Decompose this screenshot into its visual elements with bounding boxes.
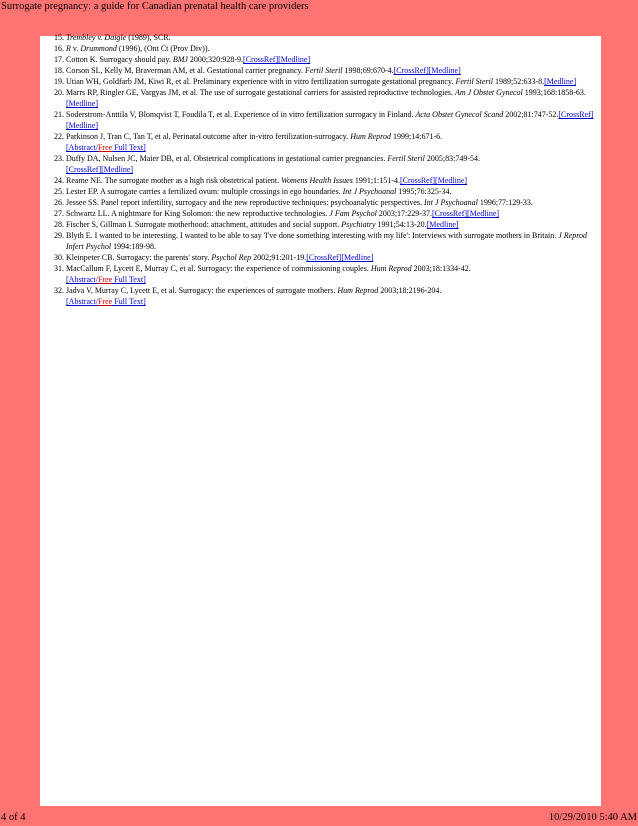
citation-text: Jessee SS. Panel report infertility, surrogacy and the new reproductive techniques: psychoanalytic perspectives.: [66, 198, 425, 207]
crossref-link[interactable]: [CrossRef]: [558, 110, 594, 119]
medline-link[interactable]: [Medline]: [544, 77, 577, 86]
reference-number: 30.: [54, 253, 64, 262]
citation-text: 2000;320:928-9.: [187, 55, 244, 64]
medline-link[interactable]: [Medline]: [467, 209, 500, 218]
reference-number: 26.: [54, 198, 64, 207]
free-full-text-link[interactable]: Free: [98, 275, 113, 284]
reference-text: [66, 231, 587, 251]
medline-link[interactable]: [Medline]: [341, 253, 374, 262]
page-number: 4 of 4: [1, 812, 26, 823]
citation-text: v.: [70, 44, 81, 53]
reference-item: [50, 263, 595, 285]
reference-item: [50, 219, 595, 230]
journal-title: Womens Health Issues: [281, 176, 353, 185]
reference-number: 29.: [54, 231, 64, 240]
citation-text: (1989), SCR.: [126, 33, 171, 42]
journal-title: Fertil Steril: [455, 77, 494, 86]
citation-text: Lester EP. A surrogate carries a fertilized ovum: multiple crossings in ego boundaries.: [66, 187, 343, 196]
citation-text: Fischer S, Gillman I. Surrogate motherhood: attachment, attitudes and social support.: [66, 220, 342, 229]
journal-title: Am J Obstet Gynecol: [455, 88, 523, 97]
abstract-link[interactable]: [Abstract/: [66, 143, 98, 152]
reference-text: [66, 77, 576, 86]
citation-text: 2005;83:749-54.: [424, 154, 480, 163]
citation-text: 1993;168:1858-63.: [522, 88, 586, 97]
reference-item: [50, 131, 595, 153]
reference-item: [50, 65, 595, 76]
journal-title: Int J Psychoanal: [342, 187, 397, 196]
citation-text: 1996;77:129-33.: [477, 198, 533, 207]
journal-title: Hum Reprod: [337, 286, 379, 295]
reference-number: 27.: [54, 209, 64, 218]
reference-number: 21.: [54, 110, 64, 119]
abstract-link[interactable]: [Abstract/: [66, 275, 98, 284]
reference-item: [50, 32, 595, 43]
citation-text: 2003;17:229-37.: [376, 209, 432, 218]
journal-title: Trembley v. Daigle: [66, 33, 127, 42]
citation-text: 1991;1:151-4.: [352, 176, 400, 185]
citation-text: Blyth E. I wanted to be interesting. I wanted to be able to say 'I've done something interesting with my life': Interviews with surrogate mothers in Britain.: [66, 231, 559, 240]
citation-text: Marrs RP, Ringler GE, Vargyas JM, et al. The use of surrogate gestational carriers for assisted reproductive technologies.: [66, 88, 456, 97]
reference-text: [66, 44, 209, 53]
reference-item: [50, 87, 595, 109]
citation-text: 1998;69:670-4.: [342, 66, 394, 75]
full-text-link[interactable]: Full Text]: [112, 297, 146, 306]
reference-text: [66, 220, 459, 229]
citation-text: 2002;81:747-52.: [503, 110, 559, 119]
reference-item: [50, 109, 595, 131]
reference-text: [66, 88, 586, 108]
reference-number: 17.: [54, 55, 64, 64]
reference-text: [66, 187, 451, 196]
reference-item: [50, 197, 595, 208]
crossref-link[interactable]: [CrossRef]: [399, 176, 436, 185]
reference-item: [50, 76, 595, 87]
citation-text: Soderstrom-Anttila V, Blomqvist T, Foudila T, et al. Experience of in vitro fertilization surrogacy in Finland.: [66, 110, 416, 119]
journal-title: Hum Reprod: [370, 264, 412, 273]
reference-item: [50, 230, 595, 252]
reference-number: 16.: [54, 44, 64, 53]
citation-text: 1991;54:13-20.: [375, 220, 427, 229]
journal-title: Psychol Rep: [211, 253, 252, 262]
crossref-link[interactable]: [CrossRef]: [431, 209, 468, 218]
reference-item: [50, 175, 595, 186]
journal-title: Acta Obstet Gynecol Scand: [415, 110, 504, 119]
citation-text: Utian WH, Goldfarb JM, Kiwi R, et al. Preliminary experience with in vitro fertilization surrogate gestational pregnancy.: [66, 77, 456, 86]
citation-text: 1999;14:671-6.: [391, 132, 443, 141]
page-header-title: Surrogate pregnancy: a guide for Canadian prenatal health care providers: [1, 1, 309, 12]
reference-text: [66, 253, 373, 262]
citation-text: MacCallum F, Lycett E, Murray C, et al. Surrogacy: the experience of commissioning couples.: [66, 264, 371, 273]
reference-text: [66, 264, 471, 284]
journal-title: J Reprod Infert Psychol: [66, 231, 588, 251]
citation-text: (1996), (Ont Ct (Prov Div)).: [116, 44, 210, 53]
citation-text: 1994:189-98.: [111, 242, 156, 251]
document-page: [40, 33, 601, 806]
medline-link[interactable]: [Medline]: [66, 99, 98, 108]
print-datetime: 10/29/2010 5:40 AM: [548, 812, 637, 823]
reference-number: 25.: [54, 187, 64, 196]
medline-link[interactable]: [Medline]: [426, 220, 459, 229]
reference-item: [50, 43, 595, 54]
journal-title: Int J Psychoanal: [424, 198, 478, 207]
reference-number: 23.: [54, 154, 64, 163]
reference-number: 28.: [54, 220, 64, 229]
reference-text: [66, 66, 461, 75]
journal-title: Drummond: [80, 44, 117, 53]
medline-link[interactable]: [Medline]: [101, 165, 134, 174]
crossref-link[interactable]: [CrossRef]: [393, 66, 429, 75]
journal-title: BMJ: [172, 55, 188, 64]
journal-title: Psychiatry: [341, 220, 376, 229]
free-full-text-link[interactable]: Free: [98, 297, 113, 306]
crossref-link[interactable]: [CrossRef]: [243, 55, 279, 64]
reference-text: [66, 33, 171, 42]
reference-number: 24.: [54, 176, 64, 185]
citation-text: Schwartz LL. A nightmare for King Solomon: the new reproductive technologies.: [66, 209, 330, 218]
reference-item: [50, 54, 595, 65]
citation-text: 2003;18:1334-42.: [411, 264, 471, 273]
medline-link[interactable]: [Medline]: [278, 55, 311, 64]
citation-text: Kleinpeter CB. Surrogacy: the parents' story.: [66, 253, 212, 262]
reference-text: [66, 55, 310, 64]
reference-number: 32.: [54, 286, 64, 295]
free-full-text-link[interactable]: Free: [98, 143, 113, 152]
reference-list: [50, 32, 595, 307]
journal-title: J Fam Psychol: [329, 209, 377, 218]
citation-text: 2003;18:2196-204.: [378, 286, 442, 295]
reference-text: [66, 154, 480, 174]
citation-text: Parkinson J, Tran C, Tan T, et al. Perinatal outcome after in-vitro fertilization-surrogacy.: [66, 132, 351, 141]
reference-item: [50, 186, 595, 197]
reference-text: [66, 110, 593, 130]
reference-number: 19.: [54, 77, 64, 86]
reference-text: [66, 198, 533, 207]
reference-number: 15.: [54, 33, 64, 42]
journal-title: Hum Reprod: [350, 132, 391, 141]
reference-item: [50, 153, 595, 175]
reference-number: 18.: [54, 66, 64, 75]
citation-text: Duffy DA, Nulsen JC, Maier DB, et al. Obstetrical complications in gestational carrier pregnancies.: [66, 154, 388, 163]
crossref-link[interactable]: [CrossRef]: [66, 165, 102, 174]
reference-text: [66, 176, 467, 185]
reference-number: 31.: [54, 264, 64, 273]
journal-title: Fertil Steril: [387, 154, 425, 163]
reference-item: [50, 208, 595, 219]
citation-text: Corson SL, Kelly M, Braverman AM, et al. Gestational carrier pregnancy.: [66, 66, 305, 75]
citation-text: Cotton K. Surrogacy should pay.: [66, 55, 173, 64]
citation-text: 1989;52:633-8.: [493, 77, 545, 86]
abstract-link[interactable]: [Abstract/: [66, 297, 98, 306]
journal-title: R: [66, 44, 71, 53]
crossref-link[interactable]: [CrossRef]: [306, 253, 342, 262]
citation-text: Jadva V, Murray C, Lycett E, et al. Surrogacy: the experiences of surrogate mothers.: [66, 286, 338, 295]
citation-text: Reame NE. The surrogate mother as a high risk obstetrical patient.: [66, 176, 282, 185]
reference-text: [66, 209, 499, 218]
medline-link[interactable]: [Medline]: [428, 66, 461, 75]
citation-text: 1995;76:325-34.: [396, 187, 452, 196]
reference-text: [66, 132, 442, 152]
reference-text: [66, 286, 441, 306]
reference-item: [50, 252, 595, 263]
full-text-link[interactable]: Full Text]: [112, 143, 146, 152]
reference-number: 22.: [54, 132, 64, 141]
reference-number: 20.: [54, 88, 64, 97]
medline-link[interactable]: [Medline]: [435, 176, 468, 185]
medline-link[interactable]: [Medline]: [66, 121, 98, 130]
journal-title: Fertil Steril: [304, 66, 343, 75]
citation-text: 2002;91:201-19.: [251, 253, 307, 262]
reference-item: [50, 285, 595, 307]
full-text-link[interactable]: Full Text]: [112, 275, 146, 284]
